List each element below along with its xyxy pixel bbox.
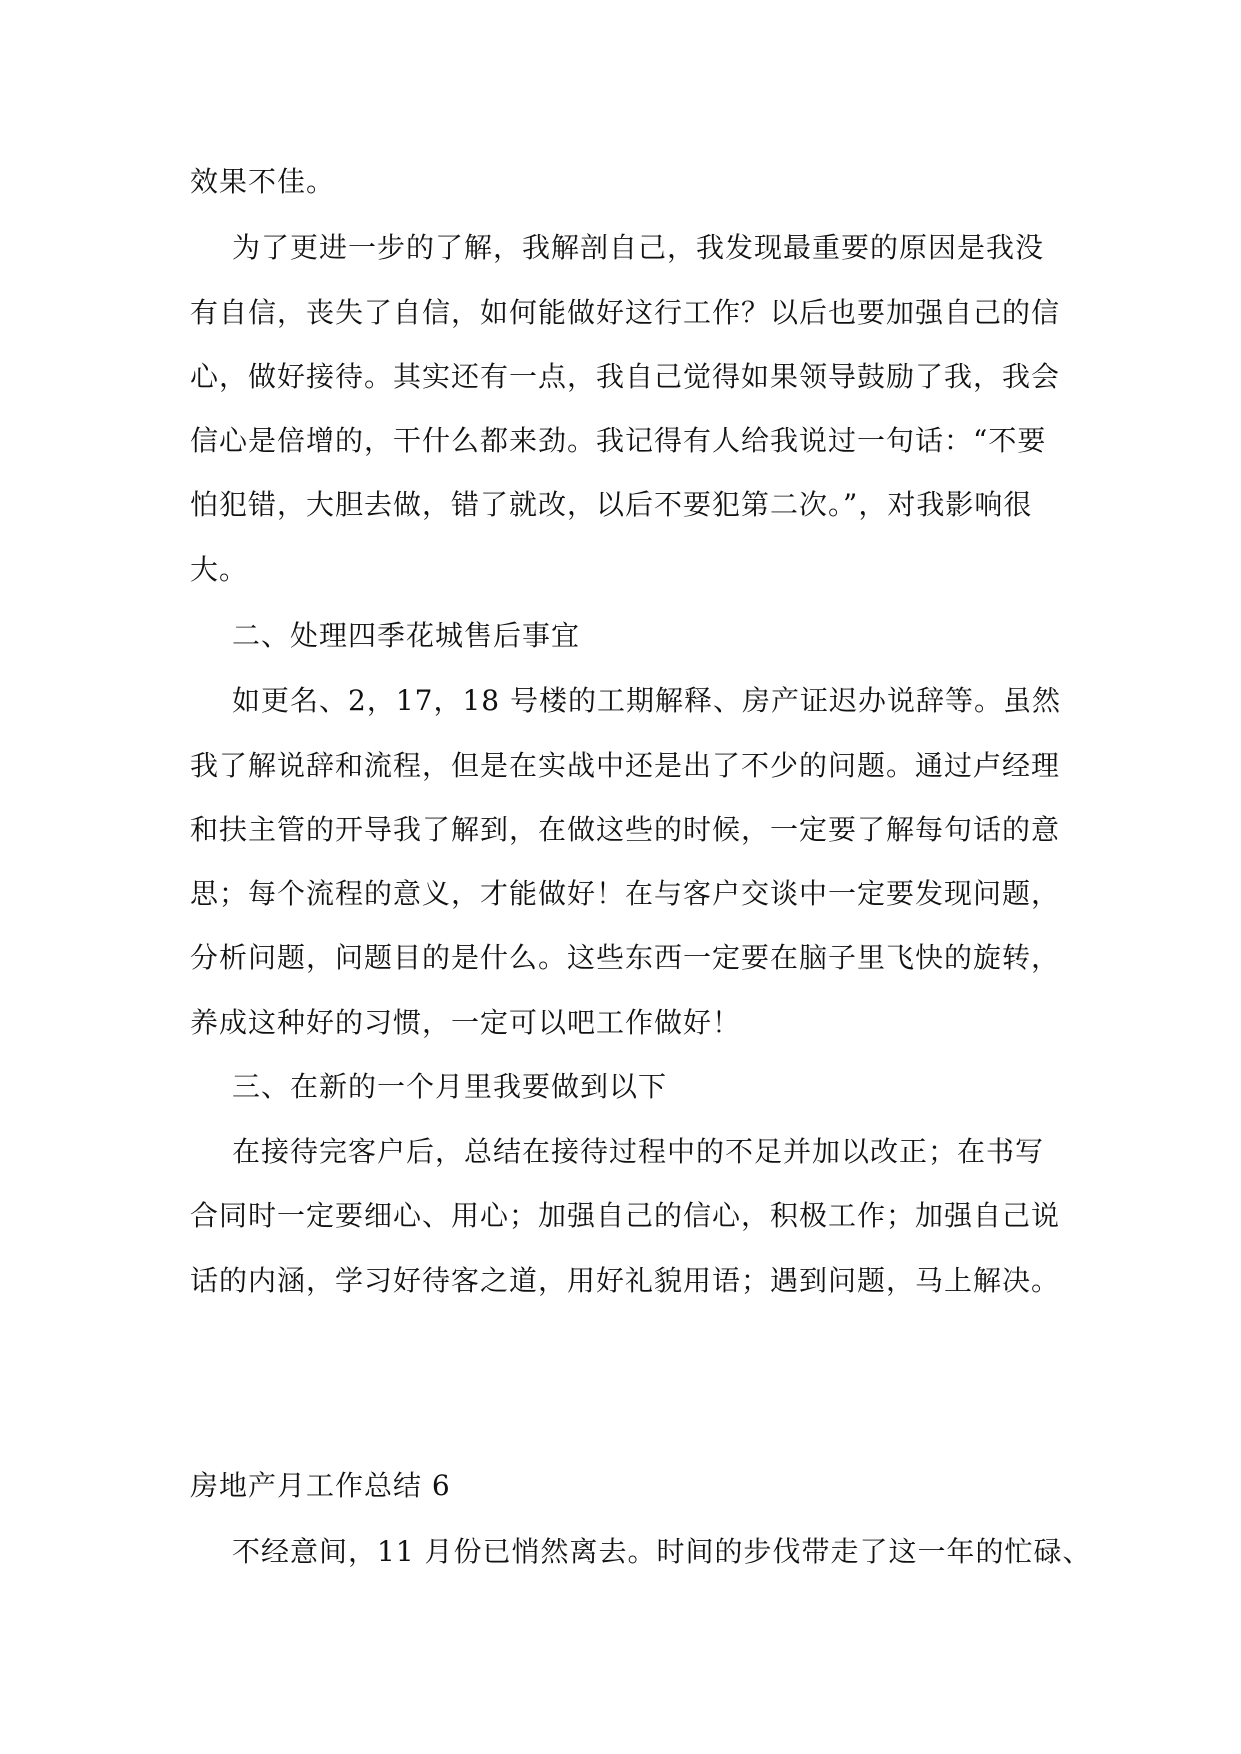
paragraph-line: 合同时一定要细心、用心；加强自己的信心，积极工作；加强自己说 bbox=[190, 1199, 1061, 1232]
paragraph-line: 信心是倍增的，干什么都来劲。我记得有人给我说过一句话：“不要 bbox=[190, 424, 1047, 457]
paragraph-line: 为了更进一步的了解，我解剖自己，我发现最重要的原因是我没 bbox=[232, 231, 1045, 264]
section-heading: 三、在新的一个月里我要做到以下 bbox=[232, 1070, 668, 1103]
paragraph-line: 在接待完客户后，总结在接待过程中的不足并加以改正；在书写 bbox=[232, 1135, 1045, 1168]
paragraph-line: 心，做好接待。其实还有一点，我自己觉得如果领导鼓励了我，我会 bbox=[190, 360, 1061, 393]
paragraph-line: 大。 bbox=[190, 553, 249, 586]
paragraph-line: 和扶主管的开导我了解到，在做这些的时候，一定要了解每句话的意 bbox=[190, 813, 1061, 846]
paragraph-line: 如更名、2，17，18 号楼的工期解释、房产证迟办说辞等。虽然 bbox=[232, 684, 1061, 717]
paragraph-line: 有自信，丧失了自信，如何能做好这行工作？以后也要加强自己的信 bbox=[190, 296, 1061, 329]
paragraph-line: 话的内涵，学习好待客之道，用好礼貌用语；遇到问题，马上解决。 bbox=[190, 1264, 1061, 1297]
paragraph-line: 不经意间，11 月份已悄然离去。时间的步伐带走了这一年的忙碌、 bbox=[232, 1535, 1092, 1568]
section-heading: 二、处理四季花城售后事宜 bbox=[232, 619, 581, 652]
paragraph-line: 效果不佳。 bbox=[190, 165, 336, 198]
paragraph-line: 我了解说辞和流程，但是在实战中还是出了不少的问题。通过卢经理 bbox=[190, 749, 1061, 782]
paragraph-line: 分析问题，问题目的是什么。这些东西一定要在脑子里飞快的旋转， bbox=[190, 941, 1061, 974]
paragraph-line: 思；每个流程的意义，才能做好！在与客户交谈中一定要发现问题， bbox=[190, 877, 1061, 910]
document-title: 房地产月工作总结 6 bbox=[190, 1469, 451, 1502]
paragraph-line: 养成这种好的习惯，一定可以吧工作做好！ bbox=[190, 1006, 742, 1039]
paragraph-line: 怕犯错，大胆去做，错了就改，以后不要犯第二次。”，对我影响很 bbox=[190, 488, 1033, 521]
